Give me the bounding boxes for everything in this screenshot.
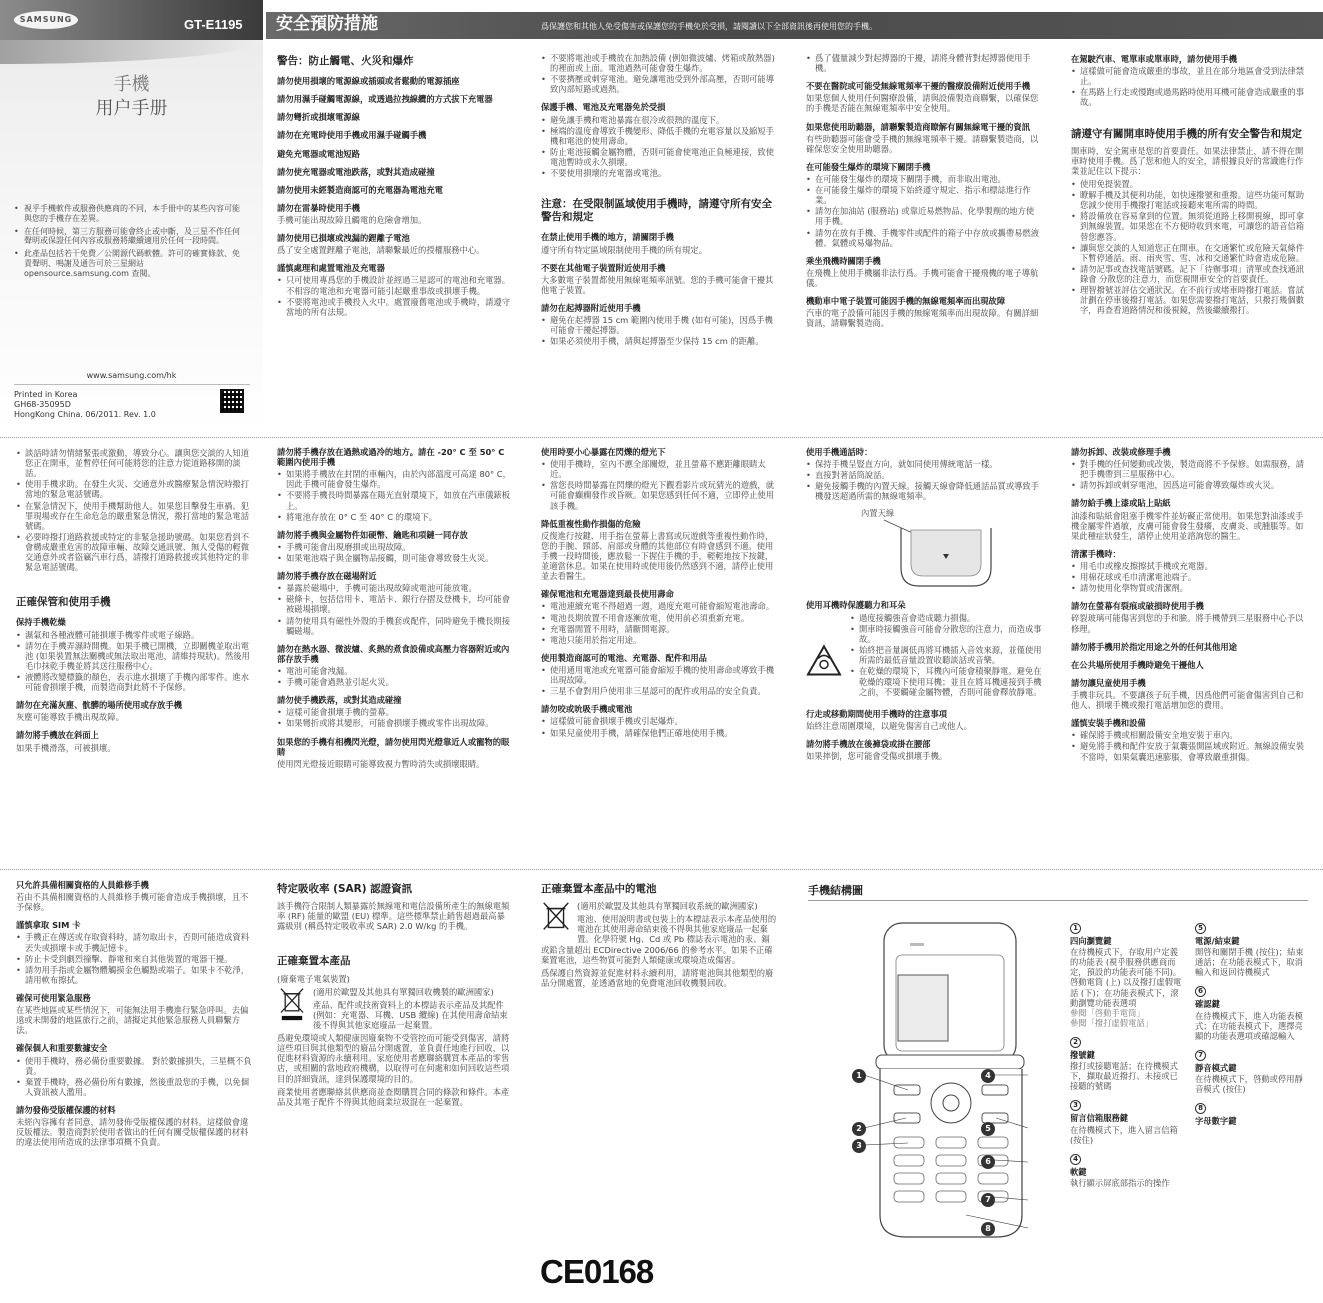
list-item: • 三星不會對用戶使用非三星認可的配件或用品的安全負責。 [541, 686, 777, 696]
bullet-list [806, 174, 1042, 248]
key-number: 8 [1195, 1103, 1206, 1114]
paragraph: (適用於歐盟及其他具有單獨回收系統的歐洲國家) [577, 901, 758, 912]
subheading: 請勿在充電時使用手機或用濕手碰觸手機 [277, 130, 427, 141]
key-number: 1 [1070, 923, 1081, 934]
subheading: 在駕駛汽車、電單車或單車時，請勿使用手機 [1071, 54, 1237, 64]
paragraph: (適用於歐盟及其他具有單獨回收機製的歐洲國家) [313, 986, 494, 997]
subheading: 請勿在起搏器附近使用手機 [541, 303, 641, 313]
key-name: 字母數字鍵 [1195, 1116, 1237, 1127]
list-item: • 在馬路上行走或慢跑或過馬路時使用耳機可能會造成嚴重的事故。 [1071, 87, 1307, 107]
weee-block [277, 987, 513, 1033]
subheading: 請勿將手機存放在磁場附近 [277, 571, 377, 582]
samsung-url: www.samsung.com/hk [86, 371, 177, 380]
callout-1: 1 [852, 1069, 866, 1083]
list-item: • 請勿在加油站 (服務站) 或靠近易燃物品、化學製劑的地方使用手機。 [806, 206, 1042, 226]
subheading: 不要在其他電子裝置附近使用手機 [541, 262, 666, 273]
list-item: • 使用手機時，務必備份重要數據。 對於數據損失，三星概不負責。 [16, 1056, 252, 1076]
key-description: 在待機模式下，進入功能表模式；在功能表模式下，選擇亮顯的功能表選項或確認輸入 [1195, 1010, 1303, 1041]
key-item [1070, 1099, 1182, 1144]
list-item: • 這樣可能會損壞手機的螢幕。 [277, 707, 513, 717]
column-r1-c4 [1071, 52, 1307, 318]
list-item: • 談話時請勿情緒緊張或激動，導致分心。讓與您交談的人知道您正在開車，並暫停任何可能將您的注意力從道路移開的談話。 [16, 448, 252, 478]
cover-note: • 此產品包括若干免費／公開源代碼軟體。許可的確實條款、免責聲明、鳴謝及通告可於三星網站 opensource.samsung.com 查閱。 [14, 249, 246, 278]
cover-notes [14, 204, 246, 281]
subheading: 在禁止使用手機的地方，請關閉手機 [541, 232, 674, 243]
list-item: • 在乾燥的環境下，耳機內可能會積聚靜電。避免在乾燥的環境下使用耳機；並且在將耳機連接到手機之前，不要觸碰金屬物體，否則可能會釋放靜電。 [850, 666, 1042, 696]
subheading: 請勿將手機與金屬物件如硬幣、鑰匙和項鏈一同存放 [277, 529, 468, 540]
key-number: 5 [1195, 923, 1206, 934]
list-item: • 確保將手機或相關設備安全地安裝于車內。 [1071, 730, 1307, 740]
subheading: 降低重複性動作損傷的危險 [541, 518, 641, 529]
subheading: 避免充電器或電池短路 [277, 148, 360, 159]
paragraph: 爲了安全處置鋰離子電池，請聯繫最近的授權服務中心。 [277, 245, 485, 256]
page-title: 安全預防措施 [276, 14, 378, 34]
key-name: 撥號鍵 [1070, 1049, 1095, 1060]
list-item: • 請勿用手指或金屬物體觸摸金色觸點或端子。如果卡不乾淨，請用軟布擦拭。 [16, 965, 252, 985]
paragraph: 該手機符合限制人類暴露於無線電和電信設備所產生的無線電頻率 (RF) 能量的歐盟 (EU) 標準。這些標準禁止銷售超過最高暴露級別 (稱爲特定吸收率或 SAR) 2.0 W/kg 的手機。 [277, 901, 510, 932]
paragraph: 碎裂玻璃可能傷害到您的手和臉。將手機帶到三星服務中心予以修理。 [1071, 613, 1304, 634]
subheading: 請勿在熱水器、微波爐、炙熱的煮食設備或高壓力容器附近或內部存放手機 [277, 643, 510, 664]
column-r1-c1 [277, 50, 513, 320]
section-heading: 注意：在受限制區域使用手機時，請遵守所有安全警告和規定 [541, 198, 772, 224]
list-item: • 使用手機時，室內不應全部關燈，並且螢幕不應距離眼睛太近。 [541, 459, 777, 479]
paragraph: 大多數電子裝置都使用無線電頻率訊號。您的手機可能會干擾其他電子裝置。 [541, 274, 774, 295]
key-item [1070, 1153, 1182, 1188]
key-name: 軟鍵 [1070, 1166, 1087, 1177]
key-name: 留言信箱服務鍵 [1070, 1113, 1129, 1124]
subheading: 如果您使用助聽器，請聯繫製造商瞭解有關無線電干擾的資訊 [806, 121, 1031, 132]
key-name: 靜音模式鍵 [1195, 1062, 1237, 1073]
paragraph: 在飛機上使用手機屬非法行爲。手機可能會干擾飛機的電子導航儀。 [806, 267, 1039, 288]
subheading: 謹慎處理和處置電池及充電器 [277, 263, 385, 274]
subheading: 請勿將手機用於指定用途之外的任何其他用途 [1071, 641, 1237, 652]
cover-note: • 視乎手機軟件或服務供應商的不同，本手冊中的某些內容可能與您的手機存在差異。 [14, 204, 246, 224]
list-item: • 請勿在放有手機、手機零件或配件的箱子中存放或攜帶易燃液體、氣體或易爆物品。 [806, 228, 1042, 248]
bullet-list [1071, 179, 1307, 315]
samsung-logo: SAMSUNG [14, 11, 78, 29]
list-item: • 必要時撥打道路救援或特定的非緊急援助號碼。如果您看到不會構成嚴重危害的故障車輛、故障交通訊號、無人受傷的輕微交通意外或者盜竊汽車行爲，請撥打道路救援或其他特定的非緊急電話號碼。 [16, 532, 252, 572]
list-item: • 讓與您交談的人知道您正在開車。在交通繁忙或危險天氣條件下暫停通話。雨、雨夾雪、雪、冰和交通繁忙時會造成危險。 [1071, 243, 1307, 263]
bullet-list [541, 315, 777, 346]
crossed-bin-icon [541, 901, 571, 935]
bullet-list [541, 53, 777, 94]
bullet-list [277, 666, 513, 687]
subheading: 只允許具備相關資格的人員維修手機 [16, 880, 149, 890]
paragraph: 手機非玩具。不要讓孩子玩手機，因爲他們可能會傷害到自己和他人、損壞手機或撥打電話增加您的費用。 [1071, 689, 1304, 711]
list-item: • 始終把音量調低再將耳機插入音效來源，並僅使用所需的最低音量設置收聽談話或音樂。 [850, 645, 1042, 665]
section-heading: 正確棄置本產品 [277, 955, 351, 968]
list-item: • 如果彎折或將其變形，可能會損壞手機或零件出現故障。 [277, 718, 513, 728]
list-item: • 在緊急情況下，使用手機幫助他人。如果您目擊發生車禍、犯罪現場或存在生命危急的嚴重緊急情況，撥打當地的緊急電話號碼。 [16, 501, 252, 531]
paragraph: 汽車的電子設備可能因手機的無線電頻率而出現故障。有關詳細資訊，請聯繫製造商。 [806, 308, 1039, 329]
cover-title-line1: 手機 [113, 74, 150, 95]
list-item: • 使用免提裝置。 [1071, 179, 1307, 189]
subheading: 請勿發佈受版權保護的材料 [16, 1104, 116, 1115]
subheading: 清潔手機時： [1071, 548, 1121, 559]
list-item: • 不要將電池或手機放在加熱設備 (例如微波爐、烤箱或散熱器) 的裡面或上面。電池過熱可能會發生爆炸。 [541, 53, 777, 73]
list-item: • 手機正在傳送或存取資料時，請勿取出卡，否則可能造成資料丟失或損壞卡或手機記憶卡。 [16, 932, 252, 952]
list-item: • 瞭解手機及其便利功能，如快速撥號和重撥。這些功能可幫助您減少使用手機撥打電話或接聽來電所需的時間。 [1071, 190, 1307, 210]
list-item: • 避免接觸手機的內置天線。接觸天線會降低通話品質或導致手機發送超過所需的無線電頻率。 [806, 481, 1042, 501]
cover-swoosh [0, 40, 263, 64]
bullet-list [541, 459, 777, 511]
key-item [1195, 1049, 1307, 1094]
list-item: • 液體將改變標籤的顏色，表示進水損壞了手機內部零件。進水可能會損壞手機，而製造商對此將不予保修。 [16, 672, 252, 692]
subheading: 請勿用濕手碰觸電源線，或透過拉拽線纜的方式拔下充電器 [277, 94, 493, 105]
callout-3: 3 [852, 1139, 866, 1153]
bullet-list [1071, 66, 1307, 107]
bullet-list [277, 583, 513, 636]
subheading: 謹慎拿取 SIM 卡 [16, 920, 81, 931]
print-line: Printed in Korea [14, 390, 78, 399]
paragraph: 使用閃光燈接近眼睛可能導致視力暫時消失或損壞眼睛。 [277, 758, 485, 769]
paragraph: 若由不具備相關資格的人員維修手機可能會造成手機損壞，且不予保修。 [16, 892, 249, 913]
list-item: • 如果電池端子與金屬物品接觸，則可能會導致發生火災。 [277, 553, 513, 563]
key-description: 在待機模式下，進入留言信箱 (按住) [1070, 1124, 1178, 1145]
list-item: • 用棉花球或毛巾清潔電池端子。 [1071, 572, 1307, 582]
key-item [1070, 922, 1182, 1028]
qr-code-icon [220, 389, 244, 413]
subheading: 請勿使手機跌落，或對其造成碰撞 [277, 695, 402, 706]
key-name: 四向瀏覽鍵 [1070, 936, 1112, 946]
list-item: • 如果必須使用手機，請與起搏器至少保持 15 cm 的距離。 [541, 336, 777, 346]
paragraph: 如果手機滑落，可被損壞。 [16, 742, 116, 753]
list-item: • 請勿使用化學物質或清潔劑。 [1071, 583, 1307, 593]
list-item: • 防止電池接觸金屬物體，否則可能會使電池正負極連接，致使電池暫時或永久損壞。 [541, 147, 777, 167]
paragraph: 有些助聽器可能會受手機的無線電頻率干擾。請聯繫製造商，以確保您安全使用助聽器。 [806, 133, 1039, 154]
list-item: • 避免在起搏器 15 cm 範圍內使用手機 (如有可能)，因爲手機可能會干擾起搏器。 [541, 315, 777, 335]
subheading: 確保電池和充電器達到最長使用壽命 [541, 589, 674, 600]
paragraph: 遵守所有特定區域限制使用手機的所有規定。 [541, 244, 707, 255]
row-divider [0, 437, 1323, 438]
column-r3-c2 [277, 878, 513, 1110]
key-number: 4 [1070, 1154, 1081, 1165]
list-item: • 保持手機呈豎直方向，就如同使用傳統電話一樣。 [806, 459, 1042, 469]
list-item: • 在可能發生爆炸的環境下始終遵守規定、指示和標誌進行作業。 [806, 185, 1042, 205]
key-description: 撥打或接聽電話；在待機模式下，擷取最近撥打、未接或已接聽的號碼 [1070, 1061, 1178, 1092]
list-item: • 不要將電池或手機投入火中。處置廢舊電池或手機時，請遵守當地的所有法規。 [277, 297, 513, 317]
bullet-list [541, 665, 777, 696]
key-item [1195, 922, 1307, 977]
subheading: 請勿使用未經製造商認可的充電器為電池充電 [277, 184, 443, 195]
bullet-list [1071, 561, 1307, 593]
bullet-list [850, 613, 1042, 698]
bullet-list [277, 469, 513, 522]
list-item: • 使用手機求助。在發生火災、交通意外或醫療緊急情況時撥打當地的緊急電話號碼。 [16, 479, 252, 499]
list-item: • 磁條卡，包括信用卡、電話卡、銀行存摺及登機卡，均可能會被磁場損壞。 [277, 594, 513, 614]
subheading: 乘坐飛機時關閉手機 [806, 255, 881, 266]
paragraph: (廢棄電子電氣裝置) [277, 973, 350, 984]
column-r3-c1 [16, 880, 252, 1150]
key-description: 開啓和關閉手機 (按住)；結束通話；在功能表模式下，取消輸入和返回待機模式 [1195, 947, 1304, 978]
cover-panel [0, 0, 263, 433]
callout-6: 6 [981, 1155, 995, 1169]
column-r2-c5 [1071, 447, 1307, 765]
list-item: • 這樣做可能會造成嚴重的事故，並且在部分地區會受到法律禁止。 [1071, 66, 1307, 86]
key-number: 3 [1070, 1100, 1081, 1111]
column-r1-c3 [806, 52, 1042, 331]
list-item: • 手機可能會出現磨損或出現故障。 [277, 542, 513, 552]
battery-disposal-block [541, 901, 777, 968]
list-item: • 對手機的任何變動或改裝，製造商將不予保修。如需服務，請把手機帶到三星服務中心。 [1071, 459, 1307, 479]
list-item: • 暴露於磁場中，手機可能出現故障或電池可能放電。 [277, 583, 513, 593]
key-number: 6 [1195, 986, 1206, 997]
print-info [14, 390, 156, 420]
key-name: 確認鍵 [1195, 999, 1220, 1010]
subheading: 行走或移動期間使用手機時的注意事項 [806, 708, 948, 719]
callout-4: 4 [981, 1069, 995, 1083]
column-r1-c2 [541, 52, 777, 349]
section-heading: 請遵守有關開車時使用手機的所有安全警告和規定 [1071, 127, 1302, 140]
hearing-warning [806, 612, 1042, 701]
section-heading: 正確保管和使用手機 [16, 596, 111, 609]
list-item: • 請勿記事或查找電話號碼。記下「待辦事項」清單或查找通訊錄會 分散您的注意力，而您視開車安全的首要責任。 [1071, 264, 1307, 284]
bullet-list [1071, 730, 1307, 761]
antenna-label: 內置天線 [861, 507, 895, 518]
antenna-diagram-icon [806, 518, 1006, 590]
subheading: 請勿給手機上漆或貼上貼紙 [1071, 498, 1171, 509]
paragraph: 反復進行按鍵、用手指在螢幕上書寫或玩遊戲等重複性動作時，您的手腕、頸部、肩部或身體的其他部位有時會感到不適。使用手機一段時間後，應放鬆一下握住手機的手，輕輕地按下按鍵，並適當休息。如果在使用時或使用後仍然感到不適，請停止使用並去看醫生。 [541, 530, 774, 582]
subheading: 請勿將手機放在後褲袋或掛在腰部 [806, 738, 931, 749]
key-description: 在待機模式下，存取用户定義的功能表 (視乎服務供應商而定，預設的功能表可能不同)。啓動電筒 (上) 以及撥打虛假電話 (下)；在功能表模式下，滾動瀏覽功能表選項 [1070, 947, 1182, 1008]
bullet-list [16, 448, 252, 572]
subheading: 確保個人和重要數據安全 [16, 1043, 108, 1054]
column-r3-c3 [541, 878, 777, 991]
print-line: GH68-35095D [14, 400, 71, 409]
bullet-list [541, 115, 777, 179]
list-item: • 電池可能會洩漏。 [277, 666, 513, 676]
list-item: • 電池連續充電不得超過一週，過度充電可能會縮短電池壽命。 [541, 601, 777, 611]
list-item: • 將電池存放在 0° C 至 40° C 的環境下。 [277, 512, 513, 522]
list-item: • 極端的溫度會導致手機變形、降低手機的充電容量以及縮短手機和電池的使用壽命。 [541, 126, 777, 146]
list-item: • 棄置手機時，務必備份所有數據，然後重設您的手機，以免個人資訊被人濫用。 [16, 1077, 252, 1097]
row-divider [0, 869, 1323, 870]
list-item: • 用毛巾或橡皮擦擦拭手機或充電器。 [1071, 561, 1307, 571]
bullet-list [16, 1056, 252, 1097]
list-item: • 開車時接觸強音可能會分散您的注意力，而造成事故。 [850, 624, 1042, 644]
column-r2-c4 [806, 447, 1042, 764]
subheading: 使用時要小心暴露在閃爍的燈光下 [541, 447, 666, 457]
paragraph: 開車時，安全駕車是您的首要責任。如果法律禁止，請不得在開車時使用手機。爲了您和他人的安全，請根據良好的常識進行作業並記住以下提示： [1071, 145, 1304, 176]
subheading: 請勿在雷暴時使用手機 [277, 202, 360, 213]
bullet-list [541, 601, 777, 644]
column-r2-c1 [16, 447, 252, 756]
section-heading: 正確棄置本產品中的電池 [541, 883, 657, 895]
key-list-right [1195, 922, 1307, 1134]
bullet-list [277, 275, 513, 316]
paragraph: 爲保護自然資源並促進材料永續利用，請將電池與其他類型的廢品分開處置，並透過當地的免費電池回收機製回收。 [541, 967, 774, 988]
list-item: • 過度接觸強音會造成聽力損傷。 [850, 613, 1042, 623]
paragraph: 油漆和貼紙會阻塞手機零件並妨礙正常使用。如果您對油漆或手機金屬零件過敏，皮膚可能會發生發癢，皮膚炎、或腫脹等。如果此種症狀發生，請停止使用並諮詢您的醫生。 [1071, 510, 1304, 541]
page-subtitle: 爲保護您和其他人免受傷害或保護您的手機免於受損，請閱讀以下全部資訊後再使用您的手機。 [541, 22, 877, 31]
paragraph: 電池、使用說明書或包裝上的本標誌表示本產品使用的電池在其使用壽命結束後不得與其他家庭廢品一起棄置。化學符號 Hg、Cd 或 Pb 標誌表示電池的汞、鎘或鉛含量超出 ECDirective 2006/66 的參考水平。如果不正確棄置電池，這些物質可能對人類健康或環境造成傷害。 [541, 914, 777, 965]
list-item: • 請勿使用具有磁性外殼的手機套或配件，同時避免手機長期接觸磁場。 [277, 616, 513, 636]
paragraph: 如果您個人使用任何醫療設備，請與設備製造商聯繫，以確保您的手機是否能在無線電頻率中安全使用。 [806, 93, 1039, 114]
subheading: 使用製造商認可的電池、充電器、配件和用品 [541, 652, 707, 663]
ce-mark: CE0168 [540, 1253, 654, 1290]
subheading: 請勿使用損壞的電源線或插頭或者鬆動的電源插座 [277, 76, 460, 87]
list-item: • 不要使用損壞的充電器或電池。 [541, 168, 777, 178]
subheading: 如果您的手機有相機閃光燈，請勿使用閃光燈靠近人或寵物的眼睛 [277, 736, 510, 757]
cover-title-line2: 用户手册 [95, 98, 168, 119]
print-line: HongKong China. 06/2011. Rev. 1.0 [14, 410, 156, 419]
list-item: • 濕氣和各種液體可能損壞手機零件或電子線路。 [16, 630, 252, 640]
list-item: • 當您長時間暴露在閃爍的燈光下觀看影片或玩猜光的遊戲，就可能會癲癇發作或昏厥。如果您感到任何不適，立即停止使用該手機。 [541, 480, 777, 510]
list-item: • 如果兒童使用手機，請確保他們正確地使用手機。 [541, 728, 777, 738]
list-item: • 請勿在手機弄濕時開機。如果手機已開機，立即關機並取出電池 (如果裝置無法關機或無法取出電池，請維持現狀)。然後用毛巾抹乾手機並將其送往服務中心。 [16, 641, 252, 671]
list-item: • 這樣做可能會損壞手機或引起爆炸。 [541, 716, 777, 726]
list-item: • 爲了儘量減少對起搏器的干擾，請將身體背對起搏器使用手機。 [806, 53, 1042, 73]
phone-layout-divider [808, 900, 1308, 901]
list-item: • 直接對著話筒說話。 [806, 470, 1042, 480]
bullet-list [541, 716, 777, 737]
phone-layout-title: 手機結構圖 [808, 884, 863, 897]
key-item [1195, 1102, 1307, 1126]
list-item: • 將設備放在容易拿到的位置。無須從道路上移開視線，即可拿到無線裝置。如果您在不方便時收到來電，可讓您的語音信箱替您應答。 [1071, 211, 1307, 241]
subheading: 請勿拆卸、改裝或修理手機 [1071, 447, 1171, 457]
subheading: 使用手機通話時： [806, 447, 873, 457]
list-item: • 只可使用專爲您的手機設計並經過三星認可的電池和充電器。不相容的電池和充電器可能引起嚴重事故或損壞手機。 [277, 275, 513, 295]
section-heading: 特定吸收率 (SAR) 認證資訊 [277, 883, 413, 895]
callout-8: 8 [981, 1222, 995, 1236]
key-list-left [1070, 922, 1182, 1196]
column-r2-c3 [541, 447, 777, 741]
paragraph: 爲避免環境或人類健康因廢棄物不受管控而可能受到傷害，請將這些項目與其他類型的廢品分開處置，並負責任地進行回收，以促進材料資源的永續利用。家庭使用者應聯絡購買本產品的零售店，或相關的當地政府機構，以取得可在何處和如何回收這些項目的詳細資訊，達到保護環境的目的。 [277, 1033, 510, 1084]
subheading: 請勿將手機放在斜面上 [16, 730, 99, 741]
list-item: • 電池長期放置不用會逐漸放電，使用前必須重新充電。 [541, 613, 777, 623]
list-item: • 避免讓手機和電池暴露在很冷或很熱的溫度下。 [541, 115, 777, 125]
model-number: GT-E1195 [184, 17, 243, 32]
subheading: 在公共場所使用手機時避免干擾他人 [1071, 659, 1204, 670]
subheading: 請勿彎折或損壞電源線 [277, 112, 360, 123]
subheading: 請勿在螢幕有裂痕或破損時使用手機 [1071, 601, 1204, 612]
subheading: 保持手機乾燥 [16, 617, 66, 628]
bullet-list [16, 630, 252, 693]
callout-5: 5 [981, 1122, 995, 1136]
subheading: 請勿使充電器或電池跌落，或對其造成碰撞 [277, 166, 435, 177]
bullet-list [806, 459, 1042, 501]
subheading: 機動車中電子裝置可能因手機的無線電頻率而出現故障 [806, 296, 1006, 307]
key-number: 2 [1070, 1037, 1081, 1048]
subheading: 在可能發生爆炸的環境下關閉手機 [806, 161, 931, 172]
list-item: • 請勿拆卸或刺穿電池，因爲這可能會導致爆炸或火災。 [1071, 480, 1307, 490]
bullet-list [277, 707, 513, 728]
subheading: 請勿將手機存放在過熱或過冷的地方。請在 -20° C 至 50° C 範圍內使用手機 [277, 447, 505, 468]
cover-note: • 在任何時候，第三方服務可能會終止或中斷，及三星不作任何聲明或保證任何內容或服務將繼續適用於任何一段時間。 [14, 227, 246, 247]
list-item: • 如果將手機放在封閉的車輛內，由於內部溫度可高達 80° C，因此手機可能會發生爆炸。 [277, 469, 513, 489]
bullet-list [16, 932, 252, 985]
list-item: • 手機可能會過熱並引起火災。 [277, 677, 513, 687]
list-item: • 避免將手機和配件安放于氣囊張開區域或附近。無線設備安裝不當時，如果氣囊迅速膨脹，會導致嚴重損傷。 [1071, 741, 1307, 761]
list-item: • 使用通用電池或充電器可能會縮短手機的使用壽命或導致手機出現故障。 [541, 665, 777, 685]
subheading: 請勿在充滿灰塵、骯髒的場所使用或存放手機 [16, 700, 182, 711]
phone-diagram-icon [846, 915, 1056, 1245]
subheading: 使用耳機時保護聽力和耳朵 [806, 599, 906, 610]
paragraph: 未經內容擁有者同意，請勿發佈受版權保護的材料。這樣做會違反版權法。製造商對於使用者做出的任何有關受版權保護的材料的違法使用所造成的法律事項概不負責。 [16, 1117, 249, 1148]
subheading: 確保可使用緊急服務 [16, 992, 91, 1003]
bullet-list [1071, 459, 1307, 490]
key-name: 電源/結束鍵 [1195, 936, 1240, 946]
section-heading: 警告：防止觸電、火災和爆炸 [277, 55, 414, 67]
key-item [1195, 985, 1307, 1040]
warning-icon [806, 620, 842, 701]
key-number: 7 [1195, 1050, 1206, 1061]
subheading: 保護手機、電池及充電器免於受損 [541, 102, 666, 113]
bullet-list [806, 53, 1042, 73]
column-r2-c2 [277, 447, 513, 772]
list-item: • 充電器閒置不用時，請斷開電源。 [541, 624, 777, 634]
key-item [1070, 1036, 1182, 1091]
key-description: 執行顯示屏底部指示的操作 [1070, 1177, 1170, 1188]
bullet-list [277, 542, 513, 563]
crossed-bin-icon [277, 987, 307, 1021]
list-item: • 理智撥號並評估交通狀況。在不前行或堵車時撥打電話。嘗試計劃在停車後撥打電話。如果您需要撥打電話，只撥打幾個數字，再查看道路情況和後視鏡，然後繼續撥打。 [1071, 285, 1307, 315]
paragraph: 始終注意周圍環境，以避免傷害自己或他人。 [806, 720, 972, 731]
list-item: • 在可能發生爆炸的環境下關閉手機，而非取出電池。 [806, 174, 1042, 184]
paragraph: 手機可能出現故障且觸電的危險會增加。 [277, 215, 427, 225]
list-item: • 電池只能用於指定用途。 [541, 635, 777, 645]
paragraph: 灰塵可能導致手機出現故障。 [16, 712, 124, 723]
paragraph: 商業使用者應聯絡其供應商並查閱購買合同的條款和條件。本產品及其電子配件不得與其他商業垃圾混在一起棄置。 [277, 1086, 510, 1107]
list-item: • 不要將手機長時間暴露在陽光直射環境下，如放在汽車儀錶板上。 [277, 490, 513, 510]
paragraph: 如果摔倒，您可能會受傷或損壞手機。 [806, 751, 948, 762]
paragraph: 在某些地區或某些情況下，可能無法用手機進行緊急呼叫。去偏遠或未開發的地區旅行之前，請擬定其他緊急服務人員聯繫方法。 [16, 1005, 249, 1036]
subheading: 請勿讓兒童使用手機 [1071, 677, 1146, 688]
paragraph: 產品、配件或技術資料上的本標誌表示產品及其配件 (例如：充電器、耳機、USB 纜線) 在其使用壽命結束後不得與其他家庭廢品一起棄置。 [313, 999, 508, 1031]
subheading: 不要在醫院或可能受無線電頻率干擾的醫療設備附近使用手機 [806, 81, 1031, 92]
subheading: 請勿咬或吮吸手機或電池 [541, 704, 633, 715]
subheading: 請勿使用已損壞或洩漏的鋰離子電池 [277, 233, 410, 244]
key-description: 在待機模式下，啓動或停用靜音模式 (按住) [1195, 1073, 1303, 1095]
list-item: • 不要擠壓或刺穿電池。避免讓電池受到外部高壓，否則可能導致內部短路或過熱。 [541, 74, 777, 94]
cover-divider [14, 384, 250, 385]
callout-7: 7 [981, 1193, 995, 1207]
callout-2: 2 [852, 1122, 866, 1136]
key-note: 參閱「啓動手電筒」 [1070, 1007, 1145, 1018]
key-note: 參閱「撥打虛假電話」 [1070, 1017, 1153, 1028]
subheading: 謹慎安裝手機和設備 [1071, 718, 1146, 729]
list-item: • 防止卡受到劇烈撞擊、靜電和來自其他裝置的電器干擾。 [16, 954, 252, 964]
